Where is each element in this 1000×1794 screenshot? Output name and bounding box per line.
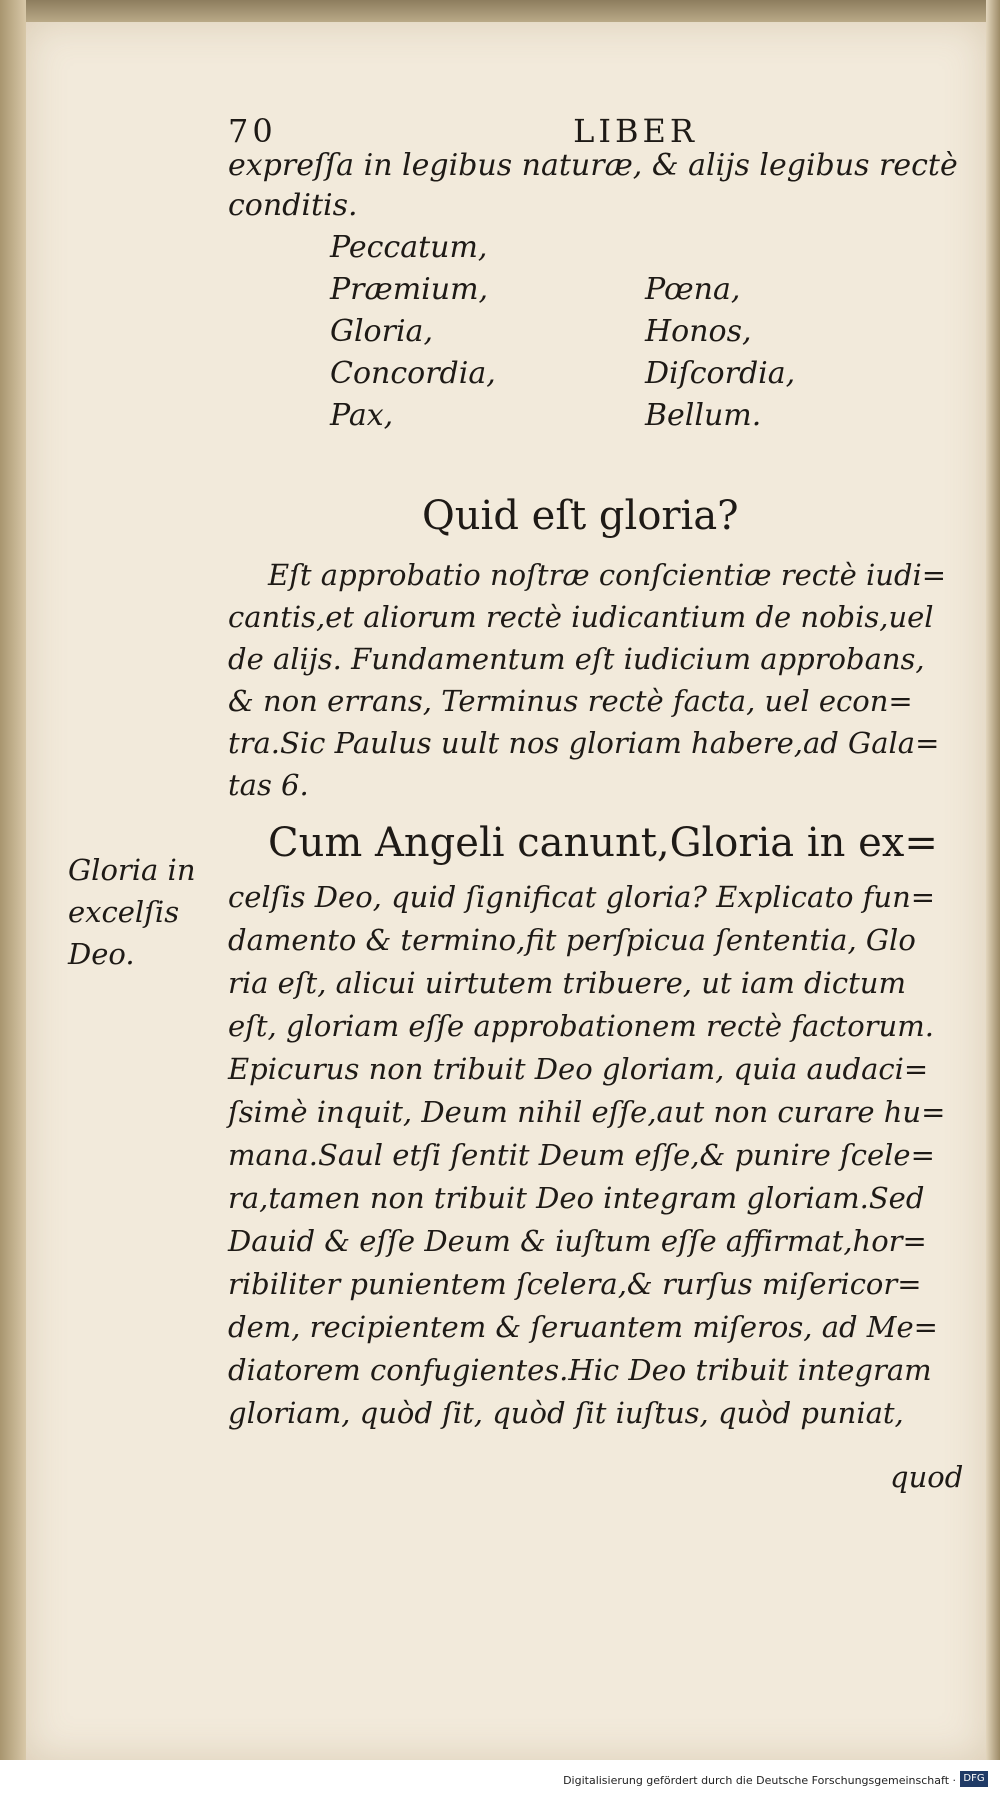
section-line-5: Epicurus non tribuit Deo gloriam, quia audaci= [228, 1052, 929, 1086]
pair-left-2: Præmium, [330, 272, 489, 307]
running-title: LIBER [573, 112, 698, 150]
pair-right-2: Pœna, [645, 272, 741, 307]
scan-top-edge [0, 0, 1000, 22]
section-line-3: ria eſt, alicui uirtutem tribuere, ut iam dictum [228, 966, 906, 1000]
page-number: 70 [228, 112, 277, 150]
running-head [228, 112, 698, 150]
section-line-12: diatorem confugientes.Hic Deo tribuit integram [228, 1353, 932, 1387]
answer-line-6: tas 6. [228, 768, 309, 802]
section-line-10: ribiliter punientem ſcelera,& rurſus miſericor= [228, 1267, 922, 1301]
digitization-credit: Digitalisierung gefördert durch die Deutsche Forschungsgemeinschaft · [563, 1774, 956, 1787]
pair-left-1: Peccatum, [330, 230, 488, 265]
answer-line-5: tra.Sic Paulus uult nos gloriam habere,ad Gala= [228, 726, 940, 760]
pair-right-4: Diſcordia, [645, 356, 796, 391]
section-line-1: celſis Deo, quid ſignificat gloria? Explicato fun= [228, 880, 936, 914]
answer-line-4: & non errans, Terminus rectè facta, uel econ= [228, 684, 913, 718]
question-heading: Quid eſt gloria? [422, 493, 739, 539]
section-opening: Cum Angeli canunt,Gloria in ex= [268, 820, 938, 866]
margin-note-line-2: excelſis [68, 895, 180, 929]
answer-line-2: cantis,et aliorum rectè iudicantium de nobis,uel [228, 600, 934, 634]
catchword: quod [890, 1460, 964, 1494]
margin-note-line-1: Gloria in [68, 853, 196, 887]
section-line-2: damento & termino,fit perſpicua ſententia, Glo [228, 923, 916, 957]
pair-left-4: Concordia, [330, 356, 496, 391]
section-line-7: mana.Saul etſi ſentit Deum eſſe,& punire ſcele= [228, 1138, 935, 1172]
pair-right-5: Bellum. [645, 398, 762, 433]
answer-line-1: Eſt approbatio noſtræ conſcientiæ rectè iudi= [268, 558, 947, 592]
page-right-edge [986, 0, 1000, 1794]
section-line-9: Dauid & eſſe Deum & iuſtum eſſe affirmat,hor= [228, 1224, 927, 1258]
section-line-11: dem, recipientem & ſeruantem miſeros, ad Me= [228, 1310, 938, 1344]
answer-line-3: de alijs. Fundamentum eſt iudicium approbans, [228, 642, 925, 676]
section-line-13: gloriam, quòd ſit, quòd ſit iuſtus, quòd puniat, [228, 1396, 904, 1430]
section-line-4: eſt, gloriam eſſe approbationem rectè factorum. [228, 1009, 934, 1043]
intro-line-1: expreſſa in legibus naturæ, & alijs legibus rectè [228, 148, 958, 183]
page-left-edge [0, 0, 26, 1794]
section-line-8: ra,tamen non tribuit Deo integram gloriam.Sed [228, 1181, 925, 1215]
intro-line-2: conditis. [228, 188, 358, 223]
margin-note-line-3: Deo. [68, 937, 135, 971]
section-line-6: ſsimè inquit, Deum nihil eſſe,aut non curare hu= [228, 1095, 946, 1129]
pair-left-5: Pax, [330, 398, 394, 433]
pair-right-3: Honos, [645, 314, 752, 349]
pair-left-3: Gloria, [330, 314, 433, 349]
dfg-logo: DFG [960, 1771, 988, 1787]
